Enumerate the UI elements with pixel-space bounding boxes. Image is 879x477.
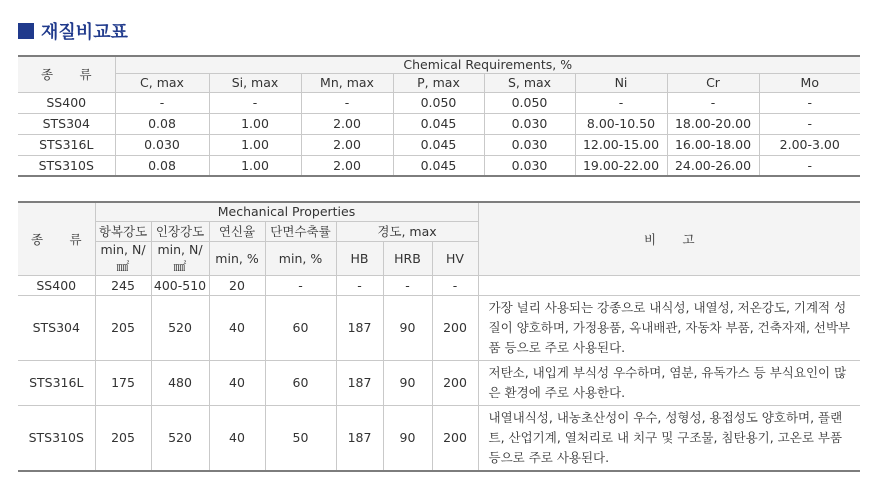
column-header: Mo [759, 73, 860, 92]
material-name: STS304 [18, 113, 115, 134]
material-name: SS400 [18, 92, 115, 113]
table-cell: 19.00-22.00 [575, 155, 667, 176]
table-cell: 50 [265, 405, 336, 471]
table-cell: 1.00 [209, 113, 301, 134]
table-cell: 400-510 [151, 275, 209, 295]
table-cell: 200 [432, 360, 478, 405]
table-cell: 0.030 [484, 155, 575, 176]
material-name: STS310S [18, 405, 95, 471]
table-cell: 18.00-20.00 [667, 113, 759, 134]
table-cell: 40 [209, 360, 265, 405]
table-row [18, 295, 860, 360]
table-cell: - [209, 92, 301, 113]
table-cell: 8.00-10.50 [575, 113, 667, 134]
table-cell: - [667, 92, 759, 113]
table-cell: 0.050 [484, 92, 575, 113]
table-cell: 60 [265, 360, 336, 405]
page-title: 재질비교표 [41, 22, 128, 43]
type-header: 종 류 [18, 202, 95, 275]
table-cell: 187 [336, 405, 383, 471]
table-cell: 1.00 [209, 155, 301, 176]
table-cell: 0.08 [115, 155, 209, 176]
table-cell: 0.045 [393, 155, 484, 176]
table-cell: 1.00 [209, 134, 301, 155]
table-cell: 40 [209, 295, 265, 360]
mechanical-group-header: Mechanical Properties [95, 202, 478, 221]
column-header: Mn, max [301, 73, 393, 92]
table-cell: 0.030 [115, 134, 209, 155]
column-header: Si, max [209, 73, 301, 92]
table-cell: 40 [209, 405, 265, 471]
table-cell: 12.00-15.00 [575, 134, 667, 155]
remark-cell: 가장 널리 사용되는 강종으로 내식성, 내열성, 저온강도, 기계적 성질이 양호하며, 가정용품, 옥내배관, 자동차 부품, 건축자재, 선박부품 등으로 주로 사용된다. [478, 295, 860, 360]
table-cell: 205 [95, 295, 151, 360]
hardness-col-hv: HV [432, 241, 478, 275]
table-row [18, 360, 860, 405]
table-cell: 205 [95, 405, 151, 471]
table-cell: - [115, 92, 209, 113]
table-cell: 0.08 [115, 113, 209, 134]
table-cell: - [575, 92, 667, 113]
table-row [18, 405, 860, 471]
table-cell: - [265, 275, 336, 295]
material-name: STS316L [18, 134, 115, 155]
column-header: C, max [115, 73, 209, 92]
table-cell: 20 [209, 275, 265, 295]
table-cell: - [432, 275, 478, 295]
reduction-area-header: 단면수축률 [265, 221, 336, 241]
remark-cell: 저탄소, 내입게 부식성 우수하며, 염분, 유독가스 등 부식요인이 많은 환경에 주로 사용한다. [478, 360, 860, 405]
column-header: Ni [575, 73, 667, 92]
mechanical-properties-table [18, 201, 860, 472]
chemical-group-header: Chemical Requirements, % [115, 56, 860, 73]
column-header: P, max [393, 73, 484, 92]
material-name: STS310S [18, 155, 115, 176]
hardness-col-hrb: HRB [383, 241, 432, 275]
table-cell: 520 [151, 405, 209, 471]
table-cell: 2.00 [301, 134, 393, 155]
yield-strength-header: 항복강도 [95, 221, 151, 241]
table-cell: 0.030 [484, 134, 575, 155]
table-cell: 200 [432, 405, 478, 471]
table-cell: 60 [265, 295, 336, 360]
reduction-unit: min, % [265, 241, 336, 275]
table-cell: 0.050 [393, 92, 484, 113]
table-cell: 0.045 [393, 134, 484, 155]
remark-header: 비 고 [478, 202, 860, 275]
table-cell: 200 [432, 295, 478, 360]
table-cell: 520 [151, 295, 209, 360]
hardness-header: 경도, max [336, 221, 478, 241]
type-header: 종 류 [18, 56, 115, 92]
table-cell: 245 [95, 275, 151, 295]
table-row [18, 275, 860, 295]
table-cell: - [759, 113, 860, 134]
table-cell: - [383, 275, 432, 295]
yield-unit: min, N/㎟ [95, 241, 151, 275]
table-cell: 2.00 [301, 155, 393, 176]
table-cell: 480 [151, 360, 209, 405]
table-cell: 90 [383, 360, 432, 405]
table-cell: 2.00 [301, 113, 393, 134]
column-header: S, max [484, 73, 575, 92]
remark-cell: 내열내식성, 내농초산성이 우수, 성형성, 용접성도 양호하며, 플랜트, 산업기계, 열처리로 내 치구 및 구조물, 침탄용기, 고온로 부품 등으로 주로 사용된다. [478, 405, 860, 471]
table-cell: - [759, 155, 860, 176]
chemical-requirements-table [18, 55, 860, 177]
table-cell: 0.030 [484, 113, 575, 134]
table-cell: 90 [383, 295, 432, 360]
table-row [18, 92, 860, 113]
remark-cell [478, 275, 860, 295]
table-cell: - [301, 92, 393, 113]
table-cell: 0.045 [393, 113, 484, 134]
tensile-unit: min, N/㎟ [151, 241, 209, 275]
table-row [18, 134, 860, 155]
section-title [18, 20, 128, 42]
table-cell: 187 [336, 360, 383, 405]
table-row [18, 155, 860, 176]
material-name: SS400 [18, 275, 95, 295]
table-cell: - [759, 92, 860, 113]
hardness-col-hb: HB [336, 241, 383, 275]
table-cell: - [336, 275, 383, 295]
table-row [18, 113, 860, 134]
elongation-header: 연신율 [209, 221, 265, 241]
table-cell: 187 [336, 295, 383, 360]
table-cell: 90 [383, 405, 432, 471]
tensile-strength-header: 인장강도 [151, 221, 209, 241]
table-cell: 175 [95, 360, 151, 405]
table-cell: 16.00-18.00 [667, 134, 759, 155]
elongation-unit: min, % [209, 241, 265, 275]
material-name: STS304 [18, 295, 95, 360]
title-square-icon [18, 23, 34, 39]
table-cell: 2.00-3.00 [759, 134, 860, 155]
table-cell: 24.00-26.00 [667, 155, 759, 176]
material-name: STS316L [18, 360, 95, 405]
column-header: Cr [667, 73, 759, 92]
